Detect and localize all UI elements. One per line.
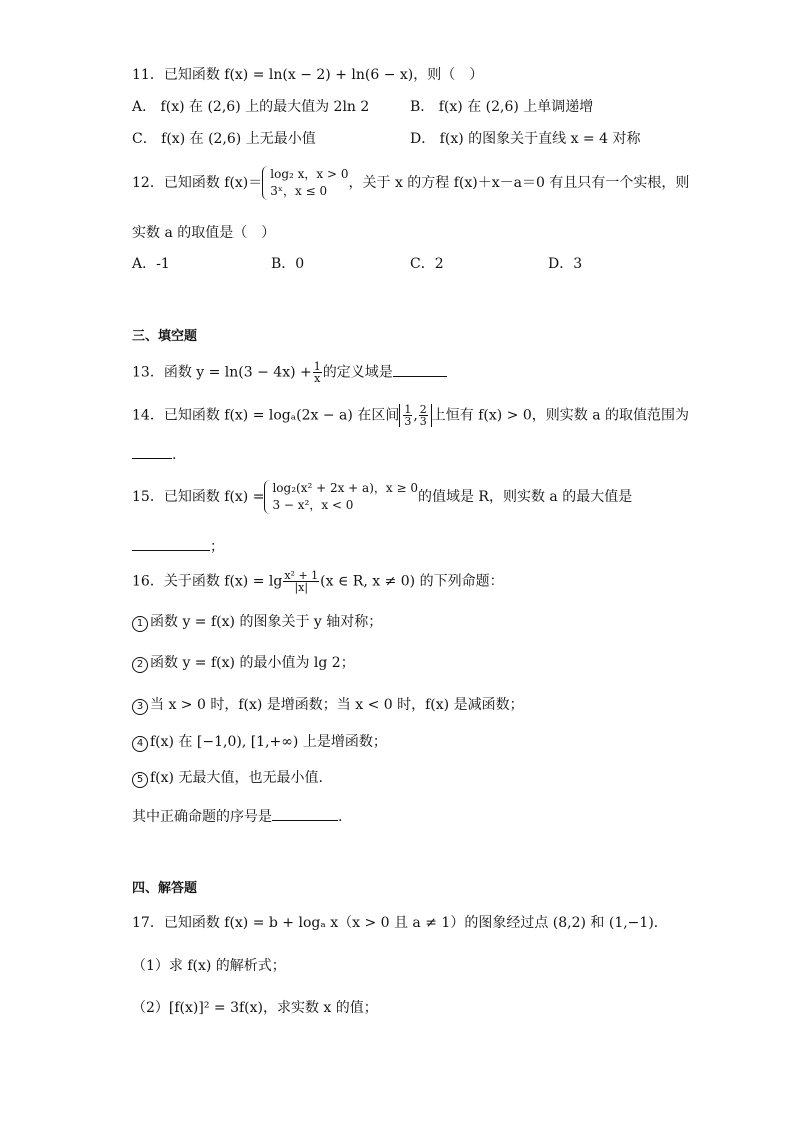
q17-part-2: （2）[f(x)]² = 3f(x)，求实数 x 的值；: [132, 1000, 378, 1016]
q12-option-c: C．2: [410, 256, 444, 272]
q15-prefix: 15．已知函数 f(x) =: [132, 489, 265, 505]
q13-suffix: 的定义域是: [322, 364, 393, 381]
q15-suffix: 的值域是 R，则实数 a 的最大值是: [417, 489, 633, 505]
q16-suffix: (x ∈ R, x ≠ 0) 的下列命题：: [320, 573, 504, 590]
q15-answer-blank: [132, 536, 210, 551]
q14-prefix: 14．已知函数 f(x) = logₐ(2x − a) 在区间: [132, 407, 400, 424]
q12-case-2: 3ˣ，x ≤ 0: [270, 184, 328, 198]
q13-prefix: 13．函数 y = ln(3 − 4x) +: [132, 364, 312, 381]
q11-option-a: A． f(x) 在 (2,6) 上的最大值为 2ln 2: [132, 99, 370, 115]
q13-fraction-den: x: [314, 372, 321, 385]
q12-suffix: ，关于 x 的方程 f(x)＋x－a＝0 有且只有一个实根，则: [348, 175, 690, 191]
circled-number-icon: 4: [132, 736, 148, 752]
q16-item: [132, 696, 524, 715]
q16-item-text: 当 x > 0 时，f(x) 是增函数；当 x < 0 时，f(x) 是减函数；: [150, 697, 524, 713]
q14-stem: [132, 404, 689, 427]
q16-item: [132, 769, 323, 788]
q16-prefix: 16．关于函数 f(x) = lg: [132, 573, 283, 590]
q14-fraction-1: [403, 404, 412, 427]
q11-stem: 11．已知函数 f(x) = ln(x − 2) + ln(6 − x)，则（ ）: [132, 67, 484, 83]
q14-answer-line: [132, 444, 176, 464]
q12-piecewise: [262, 166, 348, 200]
q16-end: .: [338, 809, 343, 825]
q16-stem: [132, 570, 504, 593]
q14-interval: $\frac{1}{3}$ , $\frac{2}{3}$: [399, 404, 431, 427]
q16-item-text: 函数 y = f(x) 的图象关于 y 轴对称；: [150, 614, 383, 630]
q16-item-text: f(x) 无最大值，也无最小值.: [150, 770, 323, 786]
q14-answer-blank: [132, 444, 172, 459]
q15-end: ；: [210, 539, 224, 555]
q16-fraction-den: |x|: [294, 581, 309, 594]
circled-number-icon: 3: [132, 699, 148, 715]
q13-fraction: [313, 361, 322, 384]
q14-d1: 3: [404, 415, 412, 428]
section-fill-in-heading: 三、填空题: [132, 329, 198, 344]
q16-ask: [132, 806, 342, 826]
q16-item: [132, 733, 387, 752]
q14-n1: 1: [404, 403, 412, 416]
brace-icon: [262, 166, 270, 200]
q12-option-b: B．0: [271, 256, 305, 272]
q12-continuation: 实数 a 的取值是（ ）: [132, 225, 276, 241]
q17-part-1: （1）求 f(x) 的解析式；: [132, 958, 286, 974]
q12-option-d: D．3: [548, 256, 583, 272]
q14-fraction-2: [419, 404, 428, 427]
q16-ask-text: 其中正确命题的序号是: [132, 809, 272, 825]
q12-case-1: log₂ x，x > 0: [270, 167, 349, 181]
q13-fraction-num: 1: [313, 360, 321, 373]
q15-answer-line: [132, 536, 224, 556]
q14-n2: 2: [419, 403, 427, 416]
q11-option-b: B． f(x) 在 (2,6) 上单调递增: [410, 99, 594, 115]
q15-case-2: 3 − x²，x < 0: [272, 498, 354, 512]
q17-stem: 17．已知函数 f(x) = b + logₐ x（x > 0 且 a ≠ 1）的图象经过点 (8,2) 和 (1,−1)．: [132, 915, 668, 931]
q15-piecewise: [264, 480, 418, 514]
q16-fraction: [283, 570, 319, 593]
q16-item: [132, 654, 355, 673]
q14-end: .: [172, 447, 177, 463]
q15-stem: [132, 480, 632, 514]
q16-item: [132, 613, 382, 632]
q13-stem: [132, 361, 447, 384]
q15-case-1: log₂(x² + 2x + a)，x ≥ 0: [272, 481, 418, 495]
q11-option-c: C． f(x) 在 (2,6) 上无最小值: [132, 131, 316, 147]
q13-answer-blank: [393, 362, 447, 377]
q12-prefix: 12．已知函数 f(x)＝: [132, 175, 263, 191]
circled-number-icon: 1: [132, 616, 148, 632]
q16-item-text: f(x) 在 [−1,0), [1,+∞) 上是增函数；: [150, 734, 387, 750]
q12-stem: [132, 166, 689, 200]
q12-option-a: A．-1: [132, 256, 170, 272]
q16-item-text: 函数 y = f(x) 的最小值为 lg 2；: [150, 655, 355, 671]
q11-option-d: D． f(x) 的图象关于直线 x = 4 对称: [410, 131, 641, 147]
section-solution-heading: 四、解答题: [132, 881, 198, 896]
q14-suffix: 上恒有 f(x) > 0，则实数 a 的取值范围为: [431, 407, 690, 424]
circled-number-icon: 2: [132, 657, 148, 673]
circled-number-icon: 5: [132, 772, 148, 788]
q16-answer-blank: [272, 806, 338, 821]
q14-d2: 3: [419, 415, 427, 428]
brace-icon: [264, 480, 272, 514]
q16-fraction-num: x² + 1: [284, 569, 319, 582]
